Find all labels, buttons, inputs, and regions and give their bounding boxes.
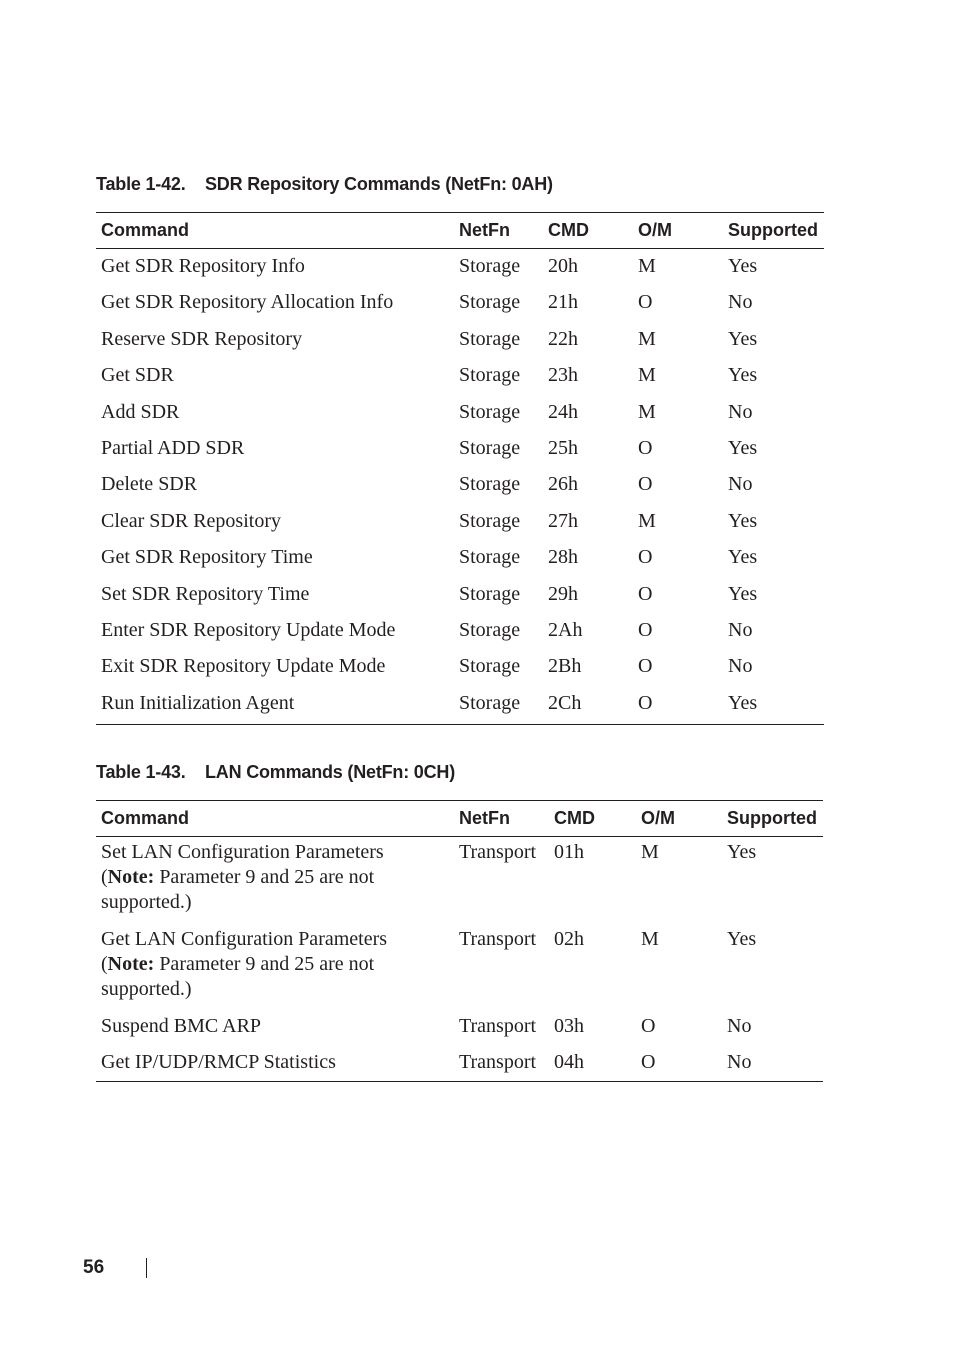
cell-command: Partial ADD SDR: [101, 436, 245, 459]
cell-cmd: 29h: [548, 582, 578, 605]
cell-command: Delete SDR: [101, 473, 198, 496]
cell-supported: No: [728, 400, 753, 423]
note-text: Parameter 9 and 25 are not supported.): [101, 953, 375, 1000]
cell-om: O: [638, 546, 653, 569]
cell-command: [96, 837, 454, 925]
cell-netfn: Transport: [454, 1047, 549, 1082]
command-name: Suspend BMC ARP: [101, 1015, 262, 1037]
header-supported: Supported: [723, 213, 824, 249]
cell-supported: Yes: [728, 509, 758, 532]
cell-om: O: [638, 291, 653, 314]
header-command: Command: [96, 213, 454, 249]
table-row: [96, 249, 824, 288]
header-command: Command: [96, 801, 454, 837]
cell-supported: No: [727, 1015, 752, 1037]
table-42-caption: [96, 174, 553, 195]
cell-netfn: Storage: [459, 436, 521, 459]
table-row: [96, 324, 824, 360]
cell-om: O: [636, 1047, 722, 1082]
table-row: [96, 469, 824, 505]
table-43-body: [96, 837, 823, 1082]
note-text: Parameter 9 and 25 are not supported.): [101, 866, 375, 913]
cell-om: O: [638, 655, 653, 678]
cell-supported: Yes: [723, 688, 824, 725]
cell-cmd: 24h: [548, 400, 578, 423]
command-name: Set LAN Configuration Parameters: [101, 841, 384, 863]
cell-command: Set SDR Repository Time: [101, 582, 310, 605]
cell-netfn: Storage: [459, 291, 521, 314]
cell-om: M: [638, 400, 656, 423]
cell-command: Enter SDR Repository Update Mode: [101, 618, 396, 641]
table-header-row: [96, 213, 824, 249]
cell-cmd: 23h: [548, 364, 578, 387]
cell-command: Add SDR: [101, 400, 180, 423]
cell-supported: No: [728, 473, 753, 496]
lan-commands-table: [96, 800, 823, 1082]
table-43-number: Table 1-43.: [96, 762, 186, 782]
header-netfn: NetFn: [454, 801, 549, 837]
cell-supported: Yes: [728, 364, 758, 387]
table-row: [96, 688, 824, 725]
cell-command: Clear SDR Repository: [101, 509, 281, 532]
table-row: [96, 1047, 823, 1082]
cell-supported: Yes: [727, 841, 757, 863]
cell-netfn: Storage: [459, 546, 521, 569]
cell-om: M: [641, 841, 659, 863]
note-open-paren: (: [101, 953, 108, 975]
header-cmd: CMD: [549, 801, 636, 837]
cell-cmd: 04h: [549, 1047, 636, 1082]
cell-command: Get SDR Repository Allocation Info: [101, 291, 394, 314]
cell-om: O: [638, 473, 653, 496]
cell-supported: Yes: [727, 928, 757, 950]
cell-om: O: [638, 618, 653, 641]
cell-om: O: [638, 582, 653, 605]
table-row: [96, 433, 824, 469]
cell-netfn: Storage: [459, 509, 521, 532]
cell-command: Run Initialization Agent: [96, 688, 454, 725]
cell-supported: Yes: [728, 436, 758, 459]
footer-separator: [146, 1258, 147, 1278]
cell-command: Get SDR Repository Time: [101, 546, 313, 569]
cell-supported: No: [728, 655, 753, 678]
header-om: O/M: [636, 801, 722, 837]
cell-command: Reserve SDR Repository: [101, 327, 303, 350]
cell-cmd: 21h: [548, 291, 578, 314]
cell-om: O: [641, 1015, 656, 1037]
cell-om: M: [638, 255, 656, 277]
cell-om: O: [633, 688, 723, 725]
cell-netfn: Storage: [454, 688, 543, 725]
table-row: [96, 615, 824, 651]
cell-cmd: 28h: [548, 546, 578, 569]
cell-om: M: [641, 928, 659, 950]
page-number: 56: [83, 1257, 105, 1278]
cell-cmd: 03h: [554, 1015, 584, 1037]
cell-supported: No: [728, 291, 753, 314]
cell-command: Get SDR Repository Info: [101, 255, 305, 277]
cell-command: Exit SDR Repository Update Mode: [101, 655, 386, 678]
cell-supported: Yes: [728, 582, 758, 605]
cell-cmd: 20h: [548, 255, 578, 277]
table-42-body: [96, 249, 824, 725]
cell-supported: Yes: [728, 546, 758, 569]
table-row: [96, 542, 824, 578]
cell-om: M: [638, 364, 656, 387]
command-name: Get IP/UDP/RMCP Statistics: [101, 1051, 336, 1073]
table-42-title: SDR Repository Commands (NetFn: 0AH): [205, 174, 553, 194]
table-row: [96, 924, 823, 1011]
cell-supported: No: [728, 618, 753, 641]
cell-netfn: Storage: [459, 400, 521, 423]
table-row: [96, 506, 824, 542]
table-row: [96, 287, 824, 323]
cell-cmd: 22h: [548, 327, 578, 350]
note-open-paren: (: [101, 866, 108, 888]
sdr-repository-commands-table: [96, 212, 824, 725]
cell-cmd: 02h: [554, 928, 584, 950]
cell-cmd: 2Ch: [543, 688, 633, 725]
cell-cmd: 2Ah: [548, 618, 583, 641]
cell-netfn: Storage: [459, 582, 521, 605]
note-label: Note:: [107, 953, 155, 975]
cell-netfn: Storage: [459, 473, 521, 496]
table-header-row: [96, 801, 823, 837]
cell-supported: Yes: [728, 255, 758, 277]
cell-om: M: [638, 327, 656, 350]
cell-command: [96, 924, 454, 1011]
cell-netfn: Transport: [459, 841, 537, 863]
cell-netfn: Transport: [459, 1015, 537, 1037]
command-name: Get LAN Configuration Parameters: [101, 928, 388, 950]
cell-netfn: Storage: [459, 364, 521, 387]
header-cmd: CMD: [543, 213, 633, 249]
header-om: O/M: [633, 213, 723, 249]
table-42-number: Table 1-42.: [96, 174, 186, 194]
cell-netfn: Storage: [459, 618, 521, 641]
table-43-title: LAN Commands (NetFn: 0CH): [205, 762, 455, 782]
cell-netfn: Storage: [459, 327, 521, 350]
table-row: [96, 1011, 823, 1047]
cell-cmd: 27h: [548, 509, 578, 532]
table-row: [96, 360, 824, 396]
cell-cmd: 2Bh: [548, 655, 582, 678]
cell-om: M: [638, 509, 656, 532]
table-row: [96, 837, 823, 925]
cell-cmd: 01h: [554, 841, 584, 863]
header-netfn: NetFn: [454, 213, 543, 249]
header-supported: Supported: [722, 801, 823, 837]
cell-command: [96, 1011, 454, 1047]
cell-supported: Yes: [728, 327, 758, 350]
cell-cmd: 26h: [548, 473, 578, 496]
cell-om: O: [638, 436, 653, 459]
table-43-caption: [96, 762, 455, 783]
cell-netfn: Storage: [459, 255, 521, 277]
note-label: Note:: [107, 866, 155, 888]
cell-netfn: Storage: [459, 655, 521, 678]
table-row: [96, 397, 824, 433]
table-row: [96, 579, 824, 615]
cell-cmd: 25h: [548, 436, 578, 459]
table-row: [96, 651, 824, 687]
cell-netfn: Transport: [459, 928, 537, 950]
cell-command: [96, 1047, 454, 1082]
cell-command: Get SDR: [101, 364, 174, 387]
cell-supported: No: [722, 1047, 823, 1082]
